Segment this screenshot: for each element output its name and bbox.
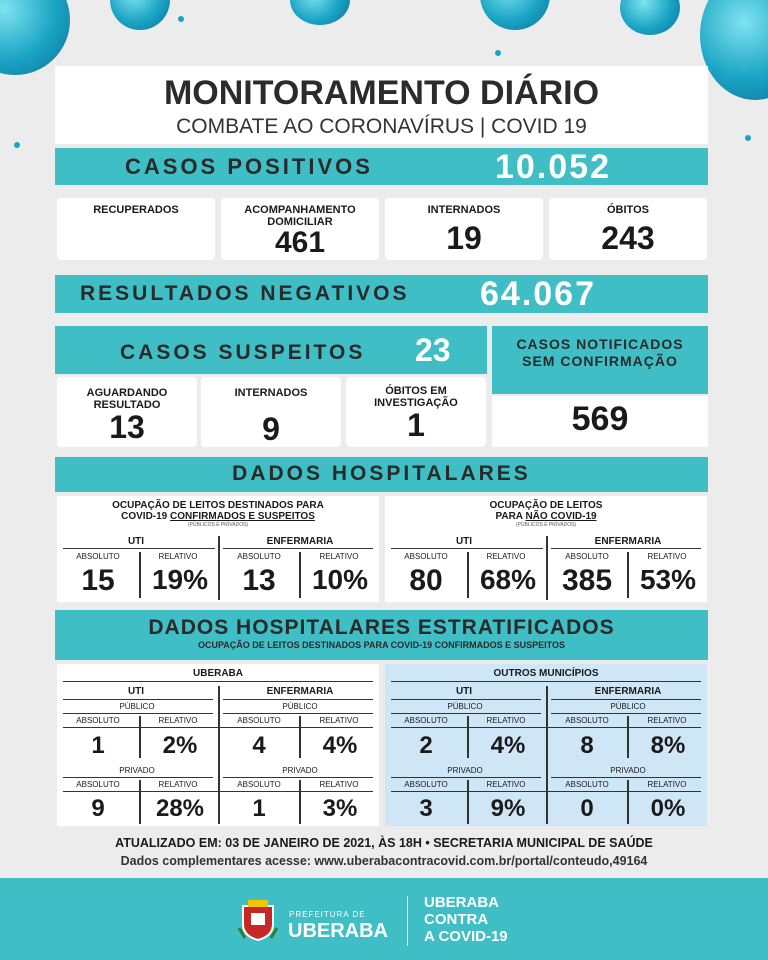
estratificados-subtitle: OCUPAÇÃO DE LEITOS DESTINADOS PARA COVID-19 CONFIRMADOS E SUSPEITOS (197, 640, 566, 650)
stat-value: 461 (274, 226, 326, 259)
strat-uberaba: UBERABA UTI ENFERMARIA PÚBLICO PÚBLICO ABSOLUTO RELATIVO ABSOLUTO RELATIVO 1 2% 4 4% PRIVADO PRIVADO ABSOLUTO RELATIVO ABSOLUTO RELATIVO 9 28% 1 3% (57, 664, 379, 826)
page-subtitle: COMBATE AO CORONAVÍRUS | COVID 19 (176, 115, 587, 138)
positivos-label: CASOS POSITIVOS (125, 154, 373, 179)
virus-illustration (110, 0, 170, 30)
page-title: MONITORAMENTO DIÁRIO (163, 74, 600, 112)
negativos-value: 64.067 (480, 275, 596, 313)
notificados-header: CASOS NOTIFICADOS SEM CONFIRMAÇÃO (492, 326, 708, 394)
stat-acompanhamento: ACOMPANHAMENTO DOMICILIAR 461 (221, 198, 379, 260)
updated-text: ATUALIZADO EM: 03 DE JANEIRO DE 2021, ÀS 18H • SECRETARIA MUNICIPAL DE SAÚDE (115, 836, 653, 850)
suspeitos-value: 23 (415, 332, 451, 368)
suspeitos-label: CASOS SUSPEITOS (120, 341, 366, 364)
stat-value: 19 (446, 220, 482, 256)
complementary-link[interactable]: Dados complementares acesse: www.uberabacontracovid.com.br/portal/conteudo,49164 (120, 854, 648, 868)
negativos-bar (55, 275, 708, 313)
virus-illustration (700, 0, 768, 100)
stat-internados: INTERNADOS 19 (385, 198, 543, 260)
header-panel (55, 66, 708, 144)
campaign-text: UBERABA CONTRA A COVID-19 (424, 894, 508, 945)
negativos-label: RESULTADOS NEGATIVOS (80, 282, 410, 305)
suspeito-aguardando: AGUARDANDO RESULTADO 13 (57, 377, 197, 447)
virus-illustration (480, 0, 550, 30)
virus-illustration (290, 0, 350, 25)
stat-recuperados: RECUPERADOS 9.329 (57, 198, 215, 260)
positivos-bar (55, 148, 708, 185)
stat-obitos: ÓBITOS 243 (549, 198, 707, 260)
hosp-table-covid: OCUPAÇÃO DE LEITOS DESTINADOS PARA COVID-19 CONFIRMADOS E SUSPEITOS (PÚBLICOS E PRIVADOS) UTI ENFERMARIA ABSOLUTO RELATIVO ABSOLUTO RELATIVO 15 19% 13 10% (57, 496, 379, 602)
notificados-value: 569 (492, 396, 708, 447)
coat-of-arms-icon (237, 898, 279, 942)
estratificados-title: DADOS HOSPITALARES ESTRATIFICADOS (148, 616, 615, 639)
virus-illustration (620, 0, 680, 35)
hospitalares-title: DADOS HOSPITALARES (232, 462, 531, 485)
hospitalares-bar (55, 457, 708, 492)
stat-value: 9.329 (88, 216, 184, 254)
hosp-table-nao-covid: OCUPAÇÃO DE LEITOS PARA NÃO COVID-19 (PÚBLICOS E PRIVADOS) UTI ENFERMARIA ABSOLUTO RELATIVO ABSOLUTO RELATIVO 80 68% 385 53% (385, 496, 707, 602)
virus-illustration (0, 0, 70, 75)
suspeito-internados: INTERNADOS 9 (201, 377, 341, 447)
prefeitura-small: PREFEITURA DE (289, 910, 366, 919)
suspeitos-bar (55, 326, 487, 374)
strat-tables (57, 664, 707, 826)
footer-divider (407, 896, 408, 946)
prefeitura-name: UBERABA (288, 920, 388, 942)
suspeito-obitos: ÓBITOS EM INVESTIGAÇÃO 1 (346, 377, 486, 447)
strat-outros: OUTROS MUNICÍPIOS UTI ENFERMARIA PÚBLICO PÚBLICO ABSOLUTO RELATIVO ABSOLUTO RELATIVO 2 4% 8 8% PRIVADO PRIVADO ABSOLUTO RELATIVO ABSOLUTO RELATIVO 3 9% 0 0% (385, 664, 707, 826)
footer-band (0, 878, 768, 960)
positivos-value: 10.052 (495, 148, 611, 186)
stat-value: 243 (601, 220, 655, 256)
estratificados-bar (55, 610, 708, 660)
